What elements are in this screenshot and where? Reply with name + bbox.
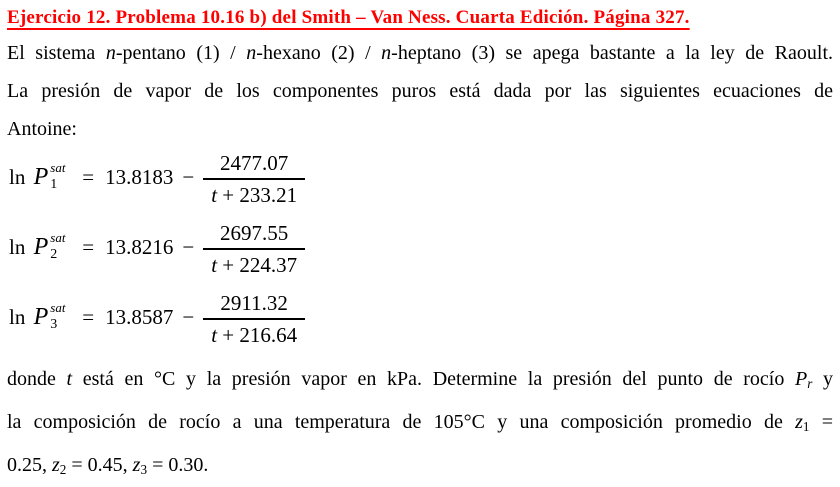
pressure-variable: P	[33, 163, 49, 190]
equations-block	[8, 150, 833, 348]
temperature-variable: t	[211, 253, 218, 277]
antoine-c-constant: 216.64	[239, 323, 298, 347]
paragraph-question	[7, 360, 833, 487]
text-segment: está en °C y la presión vapor en kPa. Determine la presión del punto de rocío	[72, 368, 795, 390]
equals-sign: =	[82, 304, 95, 329]
temperature-variable: t	[211, 323, 218, 347]
text-segment: n	[381, 42, 392, 64]
antoine-a-constant: 13.8216	[105, 234, 174, 259]
text-segment: 0.25,	[7, 454, 52, 477]
minus-sign: −	[182, 164, 195, 189]
text-segment: Antoine:	[7, 118, 77, 140]
sat-superscript: sat	[50, 299, 66, 315]
antoine-b-constant: 2697.55	[220, 221, 289, 245]
variable-scripts	[48, 159, 76, 192]
component-subscript: 2	[50, 246, 58, 262]
subscript-text: 1	[802, 419, 810, 435]
variable-scripts	[48, 299, 76, 332]
text-segment: = 0.30.	[147, 454, 209, 477]
text-segment: n	[246, 42, 257, 64]
text-segment: =	[809, 411, 833, 434]
text-segment: z	[132, 454, 141, 477]
fraction-denominator	[203, 248, 305, 278]
sat-superscript: sat	[50, 229, 66, 245]
antoine-fraction	[203, 150, 305, 208]
equals-sign: =	[82, 164, 95, 189]
text-segment: z	[52, 454, 60, 477]
text-segment: -heptano (3) se apega bastante a la ley de Raoult.	[391, 42, 834, 64]
plus-sign: +	[217, 323, 240, 347]
antoine-fraction	[203, 290, 305, 348]
text-line	[7, 360, 833, 403]
text-segment: z	[795, 411, 803, 434]
equals-sign: =	[82, 234, 95, 259]
subscript-text: r	[807, 376, 813, 392]
text-segment: la composición de rocío a una temperatura de 105°C y una composición promedio de	[7, 411, 796, 434]
fraction-denominator	[203, 178, 305, 208]
text-line	[7, 446, 833, 487]
temperature-variable: t	[211, 183, 218, 207]
text-line	[7, 72, 833, 110]
text-segment: La presión de vapor de los componentes puros está dada por las siguientes ecuaciones de	[7, 80, 833, 102]
ln-operator: ln	[9, 234, 31, 259]
component-subscript: 1	[50, 176, 58, 192]
ln-operator: ln	[9, 164, 31, 189]
minus-sign: −	[182, 234, 195, 259]
antoine-fraction	[203, 220, 305, 278]
text-segment: n	[105, 42, 116, 64]
text-segment: El sistema	[7, 42, 106, 64]
paragraph-intro	[7, 34, 833, 148]
pressure-variable: P	[33, 233, 49, 260]
text-line	[7, 403, 833, 446]
minus-sign: −	[182, 304, 195, 329]
antoine-equation-2	[9, 220, 833, 278]
antoine-a-constant: 13.8183	[105, 164, 174, 189]
antoine-equation-1	[9, 150, 833, 208]
antoine-b-constant: 2911.32	[220, 291, 288, 315]
text-segment: -pentano (1) /	[115, 42, 247, 64]
subscript-text: 3	[140, 462, 148, 478]
fraction-denominator	[203, 318, 305, 348]
text-segment: P	[794, 368, 808, 390]
sat-superscript: sat	[50, 159, 66, 175]
ln-operator: ln	[9, 304, 31, 329]
variable-scripts	[48, 229, 76, 262]
antoine-b-constant: 2477.07	[220, 151, 289, 175]
text-segment: donde	[7, 368, 67, 390]
text-segment: = 0.45,	[66, 454, 133, 477]
component-subscript: 3	[50, 316, 58, 332]
text-line	[7, 110, 833, 148]
text-line	[7, 34, 833, 72]
subscript-text: 2	[59, 462, 67, 478]
text-segment: t	[66, 368, 73, 390]
antoine-a-constant: 13.8587	[105, 304, 174, 329]
antoine-c-constant: 224.37	[239, 253, 298, 277]
pressure-variable: P	[33, 303, 49, 330]
text-segment: -hexano (2) /	[256, 42, 382, 64]
antoine-equation-3	[9, 290, 833, 348]
page-title: Ejercicio 12. Problema 10.16 b) del Smith – Van Ness. Cuarta Edición. Página 327.	[7, 7, 690, 28]
plus-sign: +	[217, 253, 240, 277]
antoine-c-constant: 233.21	[239, 183, 298, 207]
plus-sign: +	[217, 183, 240, 207]
text-segment: y	[812, 368, 833, 390]
